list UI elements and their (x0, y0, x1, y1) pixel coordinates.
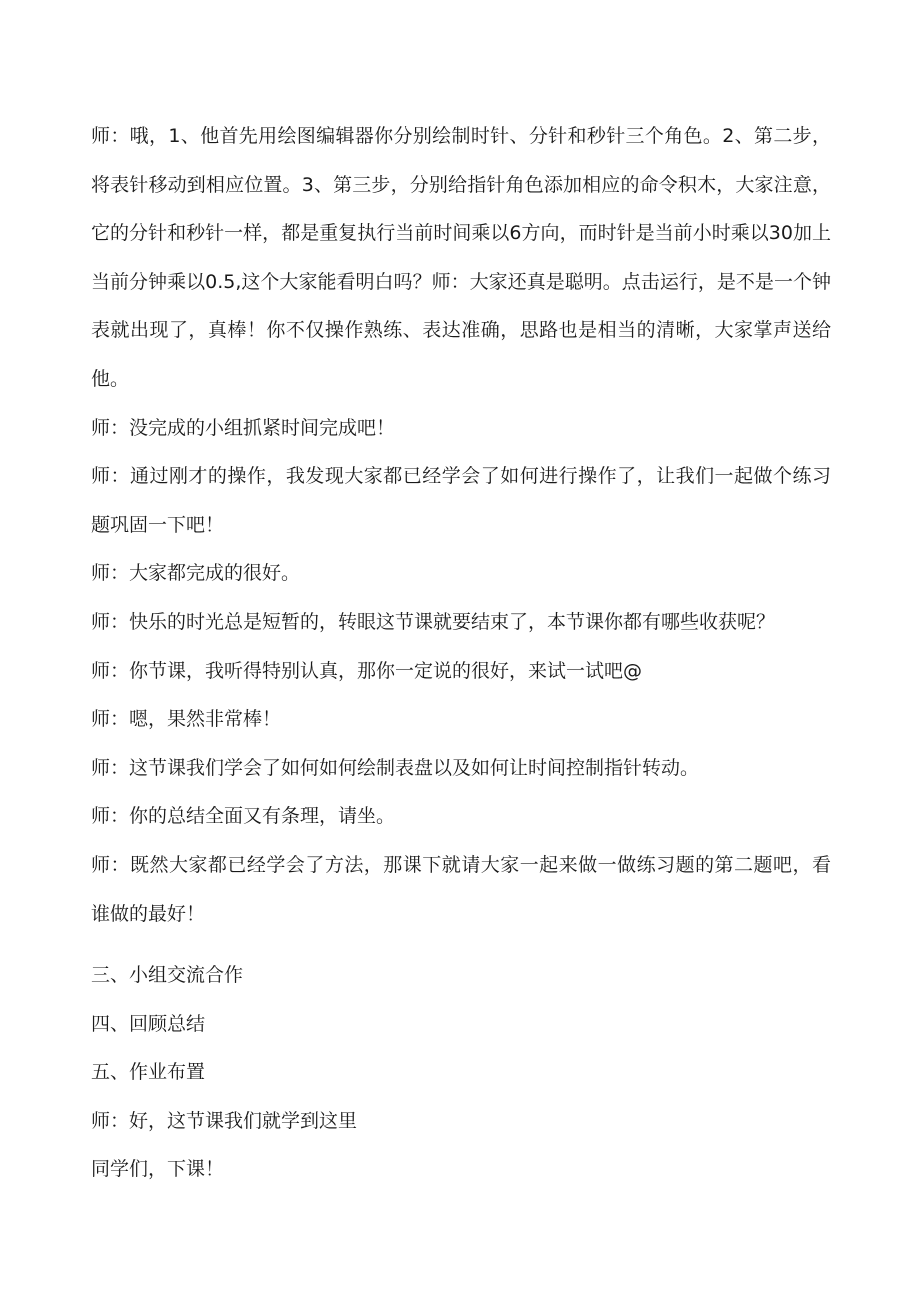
section-heading-homework: 五、作业布置 (91, 1061, 206, 1084)
paragraph-try-it: 师：你节课，我听得特别认真，那你一定说的很好，来试一试吧@ (91, 659, 643, 682)
section-heading-group-cooperation: 三、小组交流合作 (91, 964, 244, 987)
paragraph-closing: 师：好，这节课我们就学到这里 (91, 1109, 358, 1132)
paragraph-sit-down: 师：你的总结全面又有条理，请坐。 (91, 805, 396, 828)
paragraph-finish-task: 师：没完成的小组抓紧时间完成吧！ (91, 416, 396, 439)
paragraph-practice: 师：通过刚才的操作，我发现大家都已经学会了如何进行操作了，让我们一起做个练习题巩固一下吧！ (91, 465, 831, 536)
paragraph-summary: 师：这节课我们学会了如何如何绘制表盘以及如何让时间控制指针转动。 (91, 756, 700, 779)
paragraph-clock-explanation: 师：哦，1、他首先用绘图编辑器你分别绘制时针、分针和秒针三个角色。2、第二步，将表针移动到相应位置。3、第三步，分别给指针角色添加相应的命令积木，大家注意，它的分针和秒针一样，都是重复执行当前时间乘以6方向，而时针是当前小时乘以30加上当前分钟乘以0.5,这个大家能看明白吗？师：大家还真是聪明。点击运行，是不是一个钟表就出现了，真棒！你不仅操作熟练、表达准确，思路也是相当的清晰，大家掌声送给他。 (91, 125, 831, 390)
paragraph-homework-exercise: 师：既然大家都已经学会了方法，那课下就请大家一起来做一做练习题的第二题吧，看谁做的最好！ (91, 853, 831, 925)
paragraph-class-dismissed: 同学们，下课！ (91, 1158, 225, 1181)
paragraph-great: 师：嗯，果然非常棒！ (91, 708, 282, 731)
section-heading-review: 四、回顾总结 (91, 1012, 206, 1035)
paragraph-harvest-question: 师：快乐的时光总是短暂的，转眼这节课就要结束了，本节课你都有哪些收获呢？ (91, 610, 776, 633)
paragraph-well-done: 师：大家都完成的很好。 (91, 562, 301, 585)
section-spacer (91, 938, 831, 951)
document-body (91, 112, 831, 1194)
